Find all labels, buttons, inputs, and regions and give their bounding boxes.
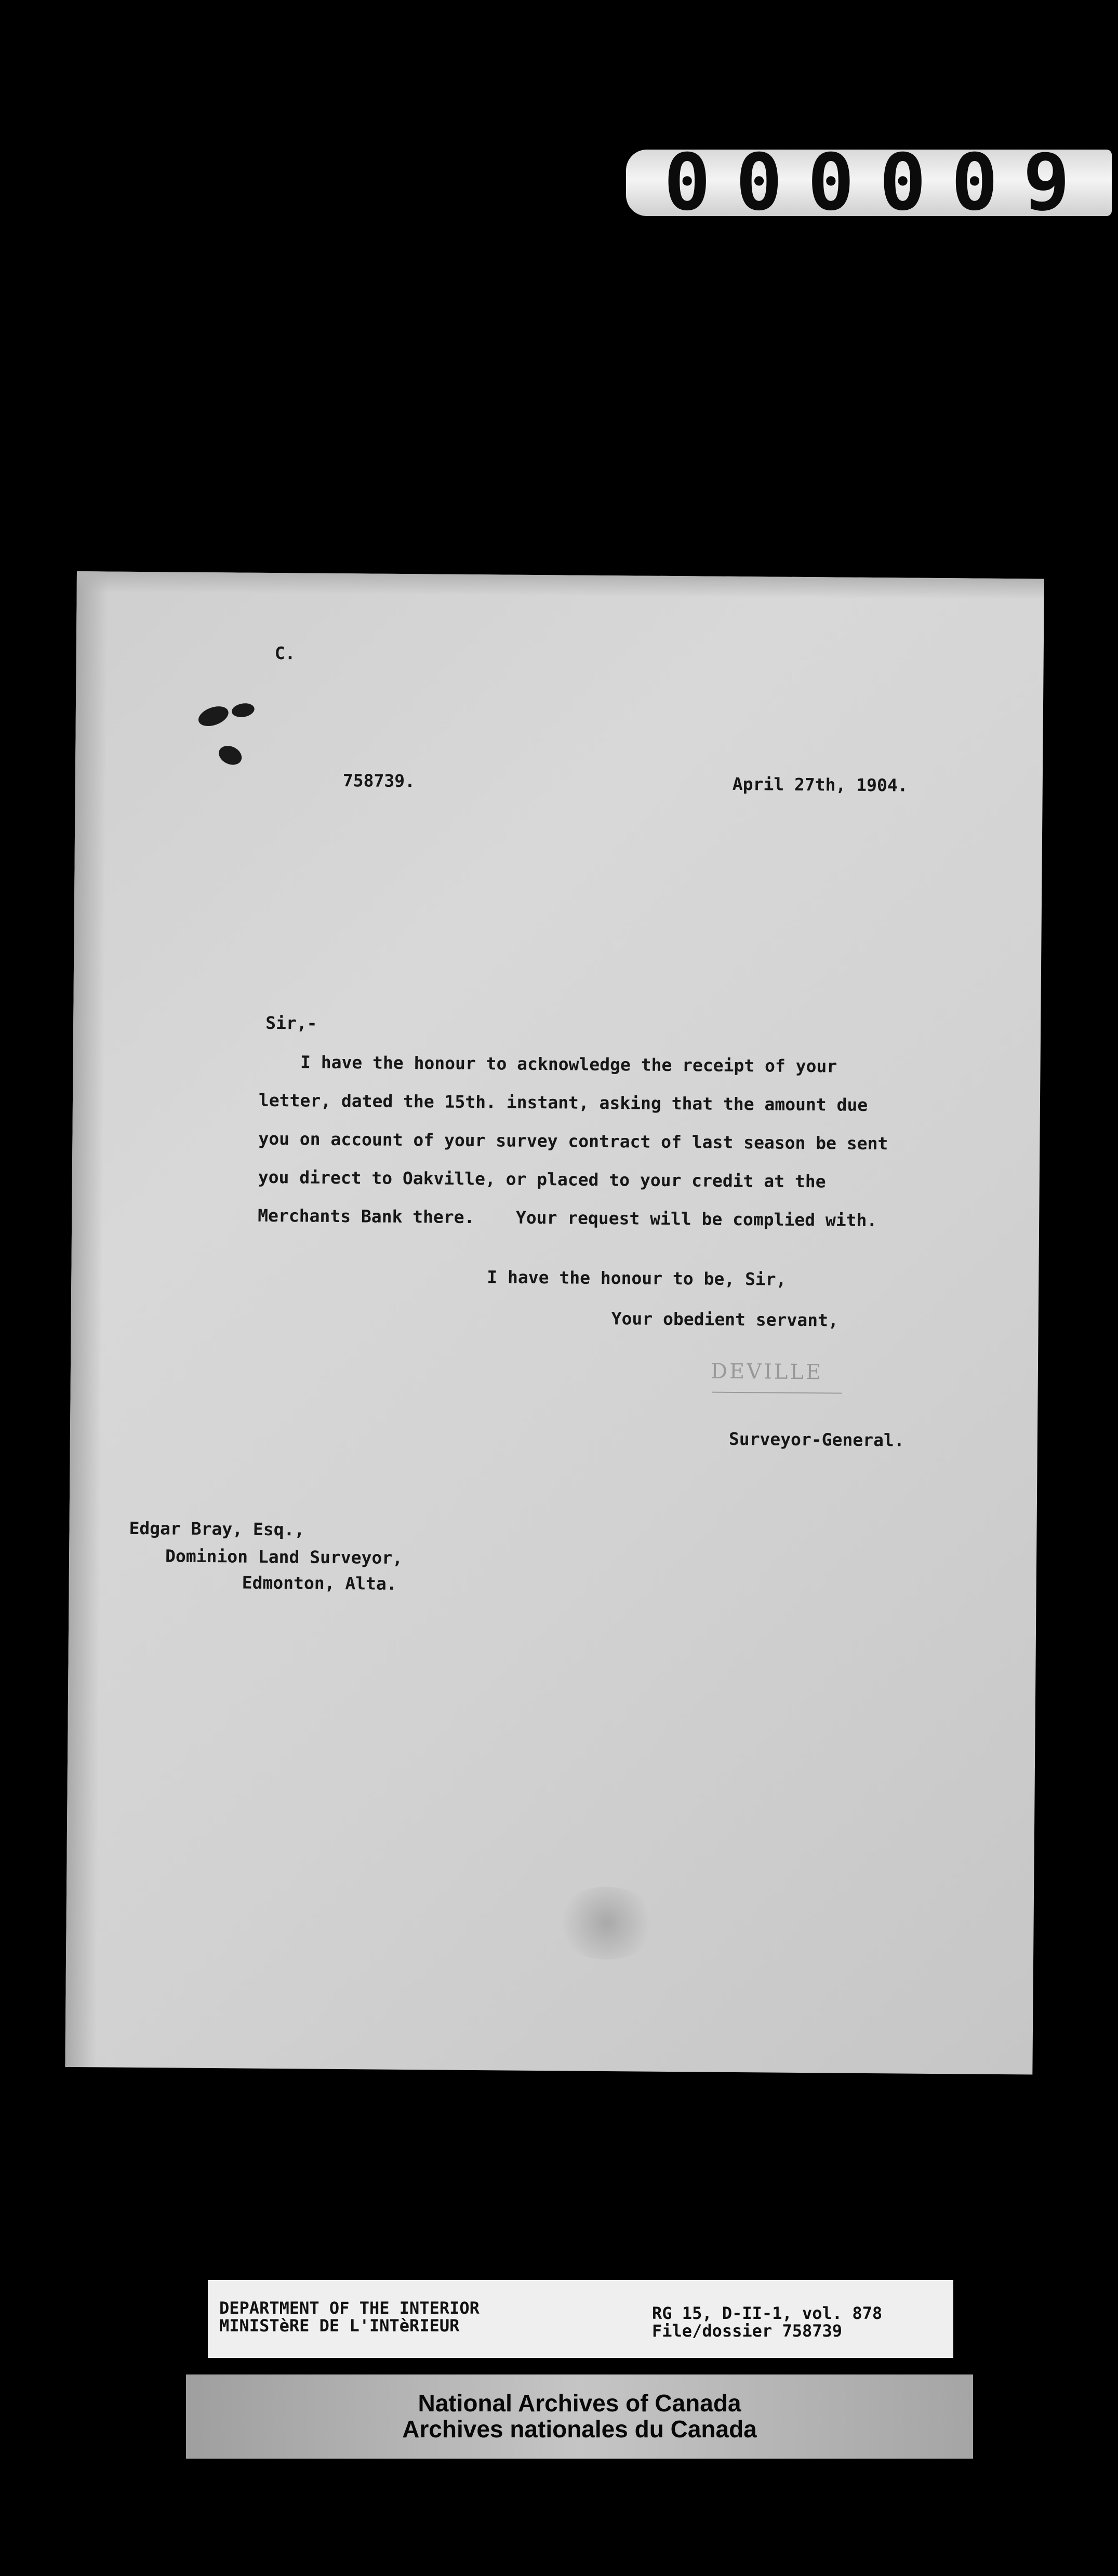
sheet-shadow-top — [77, 571, 1044, 600]
archives-name-fr: Archives nationales du Canada — [402, 2416, 757, 2443]
archives-name-en: National Archives of Canada — [418, 2390, 741, 2417]
addressee-title: Dominion Land Surveyor, — [165, 1546, 403, 1568]
paper-stain — [554, 1886, 659, 1960]
corner-mark: C. — [274, 642, 296, 664]
signature-stamp: DEVILLE — [710, 1359, 823, 1385]
letter-body — [258, 1053, 889, 1251]
signer-title: Surveyor-General. — [728, 1428, 904, 1451]
frame-number-label: 000009 — [626, 150, 1112, 216]
punch-hole-icon — [216, 742, 245, 768]
body-line: Merchants Bank there. Your request will be complied with. — [258, 1205, 877, 1231]
department-en: DEPARTMENT OF THE INTERIOR — [219, 2298, 480, 2318]
sheet-shadow-left — [65, 571, 108, 2067]
file-dossier-reference: File/dossier 758739 — [652, 2321, 843, 2341]
addressee-name: Edgar Bray, Esq., — [129, 1518, 305, 1540]
national-archives-banner — [186, 2374, 973, 2459]
punch-hole-icon — [231, 702, 256, 719]
body-line: letter, dated the 15th. instant, asking that the amount due — [258, 1090, 868, 1115]
salutation: Sir,- — [265, 1012, 317, 1034]
closing-line-1: I have the honour to be, Sir, — [487, 1267, 787, 1290]
department-fr: MINISTèRE DE L'INTèRIEUR — [219, 2316, 460, 2336]
body-line: you on account of your survey contract of last season be sent — [258, 1128, 888, 1154]
record-group-reference: RG 15, D-II-1, vol. 878 — [652, 2303, 883, 2323]
addressee-location: Edmonton, Alta. — [242, 1572, 397, 1594]
closing-line-2: Your obedient servant, — [611, 1308, 838, 1331]
body-line: I have the honour to acknowledge the receipt of your — [259, 1051, 837, 1077]
body-line: you direct to Oakville, or placed to your credit at the — [258, 1166, 826, 1192]
letter-sheet — [65, 571, 1044, 2075]
signature-underline — [712, 1392, 842, 1394]
file-number: 758739. — [342, 770, 416, 791]
letter-date: April 27th, 1904. — [732, 773, 908, 796]
punch-hole-icon — [196, 703, 231, 730]
archive-reference-label — [208, 2280, 953, 2358]
